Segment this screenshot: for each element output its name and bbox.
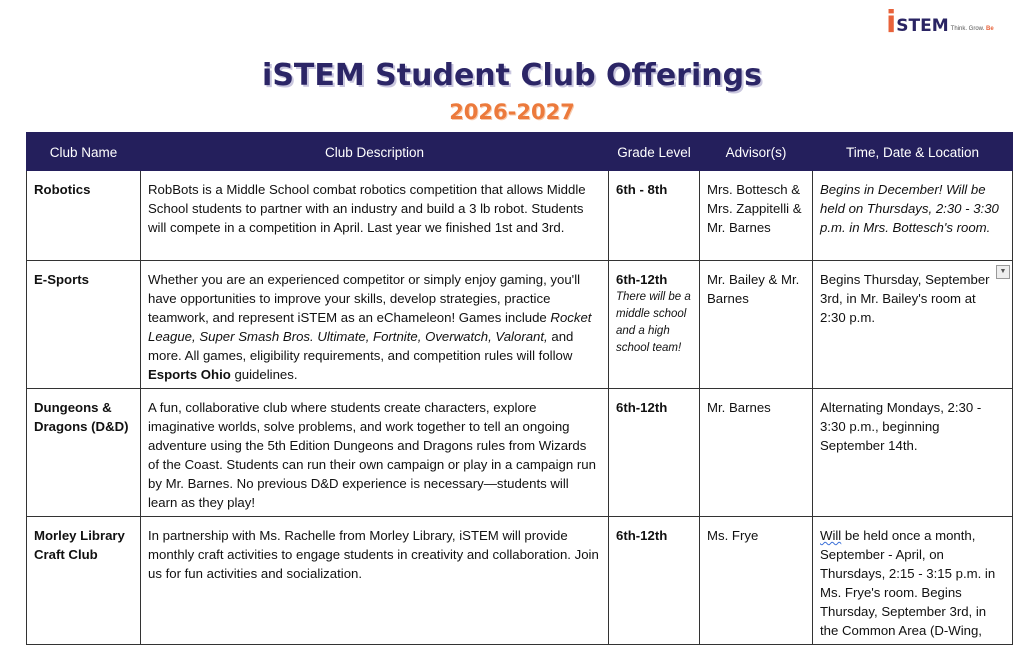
time-location: Alternating Mondays, 2:30 - 3:30 p.m., beginning September 14th.	[813, 389, 1013, 517]
advisors: Ms. Frye	[700, 517, 813, 645]
grade-note: There will be a middle school and a high school team!	[616, 291, 691, 354]
club-description: RobBots is a Middle School combat robotics competition that allows Middle School students to partner with an industry and build a 3 lb robot. Students will compete in a competition in April. Last year we finished 1st and 3rd.	[141, 171, 609, 261]
grade-level: 6th-12th	[609, 517, 700, 645]
table-row	[27, 171, 1013, 261]
club-table	[26, 132, 1013, 645]
club-description: In partnership with Ms. Rachelle from Morley Library, iSTEM will provide monthly craft activities to engage students in creativity and collaboration. Join us for fun activities and socialization.	[141, 517, 609, 645]
istem-logo	[886, 5, 994, 40]
col-header-time: Time, Date & Location	[813, 133, 1013, 171]
time-location: Begins Thursday, September 3rd, in Mr. Bailey's room at 2:30 p.m. ▼	[813, 261, 1013, 389]
club-name: E-Sports	[27, 261, 141, 389]
club-name: Dungeons & Dragons (D&D)	[27, 389, 141, 517]
grade-level: 6th - 8th	[609, 171, 700, 261]
col-header-grade: Grade Level	[609, 133, 700, 171]
page-title: iSTEM Student Club Offerings	[262, 58, 762, 93]
logo-stem: STEM	[896, 16, 949, 36]
table-row	[27, 389, 1013, 517]
time-location: Will be held once a month, September - April, on Thursdays, 2:15 - 3:15 p.m. in Ms. Frye's room. Begins Thursday, September 3rd, in the Common Area (D-Wing,	[813, 517, 1013, 645]
advisors: Mrs. Bottesch & Mrs. Zappitelli & Mr. Barnes	[700, 171, 813, 261]
grade-level: 6th-12th	[609, 389, 700, 517]
time-location: Begins in December! Will be held on Thursdays, 2:30 - 3:30 p.m. in Mrs. Bottesch's room.	[813, 171, 1013, 261]
col-header-club-name: Club Name	[27, 133, 141, 171]
table-row	[27, 261, 1013, 389]
logo-tagline: Think. Grow. Be	[950, 26, 994, 32]
grade-level: 6th-12th There will be a middle school and a high school team!	[609, 261, 700, 389]
club-name: Robotics	[27, 171, 141, 261]
table-header-row	[27, 133, 1013, 171]
advisors: Mr. Barnes	[700, 389, 813, 517]
col-header-advisors: Advisor(s)	[700, 133, 813, 171]
school-year: 2026-2027	[449, 100, 575, 124]
dropdown-arrow-icon[interactable]: ▼	[996, 265, 1010, 279]
logo-i: i	[886, 5, 897, 40]
club-description: Whether you are an experienced competitor or simply enjoy gaming, you'll have opportunities to improve your skills, develop strategies, practice teamwork, and represent iSTEM as an eChameleon! Games include Rocket League, Super Smash Bros. Ultimate, Fortnite, Overwatch, Valorant, and more. All games, eligibility requirements, and competition rules will follow Esports Ohio guidelines.	[141, 261, 609, 389]
col-header-description: Club Description	[141, 133, 609, 171]
club-description: A fun, collaborative club where students create characters, explore imaginative worlds, solve problems, and work together to tell an ongoing adventure using the 5th Edition Dungeons and Dragons rules from Wizards of the Coast. Students can run their own campaign or play in a campaign run by Mr. Barnes. No previous D&D experience is necessary—students will learn as they play!	[141, 389, 609, 517]
club-name: Morley Library Craft Club	[27, 517, 141, 645]
advisors: Mr. Bailey & Mr. Barnes	[700, 261, 813, 389]
table-row	[27, 517, 1013, 645]
